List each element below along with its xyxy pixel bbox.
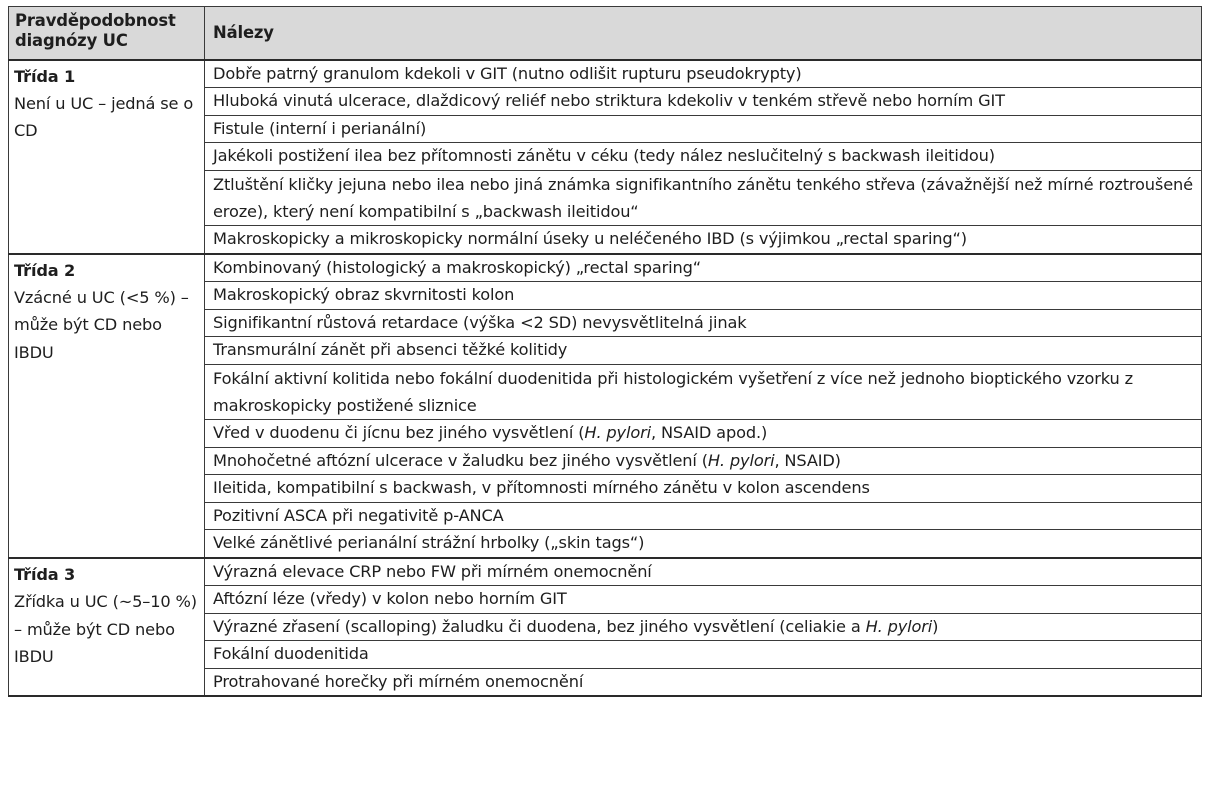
diagnosis-table-container bbox=[8, 6, 1201, 697]
table-row bbox=[9, 254, 1202, 282]
finding-cell: Hluboká vinutá ulcerace, dlaždicový reliéf nebo striktura kdekoliv v tenkém střevě nebo horním GIT bbox=[205, 88, 1202, 116]
class-description: Vzácné u UC (<5 %) – může být CD nebo IBDU bbox=[14, 288, 189, 362]
finding-cell: Mnohočetné aftózní ulcerace v žaludku bez jiného vysvětlení (H. pylori, NSAID) bbox=[205, 447, 1202, 475]
class-name: Třída 2 bbox=[14, 260, 76, 280]
finding-cell: Pozitivní ASCA při negativitě p-ANCA bbox=[205, 502, 1202, 530]
diagnosis-table bbox=[8, 6, 1202, 697]
finding-cell: Fistule (interní i perianální) bbox=[205, 115, 1202, 143]
header-probability: Pravděpodobnost diagnózy UC bbox=[9, 7, 205, 60]
finding-cell: Fokální duodenitida bbox=[205, 641, 1202, 669]
finding-cell: Signifikantní růstová retardace (výška <2 SD) nevysvětlitelná jinak bbox=[205, 309, 1202, 337]
class-description: Není u UC – jedná se o CD bbox=[14, 93, 194, 141]
table-row bbox=[9, 558, 1202, 586]
finding-cell: Výrazná elevace CRP nebo FW při mírném onemocnění bbox=[205, 558, 1202, 586]
finding-cell: Ileitida, kompatibilní s backwash, v přítomnosti mírného zánětu v kolon ascendens bbox=[205, 475, 1202, 503]
class-description: Zřídka u UC (~5–10 %) – může být CD nebo IBDU bbox=[14, 592, 197, 666]
finding-cell: Transmurální zánět při absenci těžké kolitidy bbox=[205, 337, 1202, 365]
finding-cell: Dobře patrný granulom kdekoli v GIT (nutno odlišit rupturu pseudokrypty) bbox=[205, 60, 1202, 88]
class-cell-1 bbox=[9, 60, 205, 254]
table-row bbox=[9, 60, 1202, 88]
finding-cell: Aftózní léze (vředy) v kolon nebo horním GIT bbox=[205, 586, 1202, 614]
finding-cell: Protrahované horečky při mírném onemocnění bbox=[205, 668, 1202, 696]
table-header-row bbox=[9, 7, 1202, 60]
class-name: Třída 1 bbox=[14, 66, 76, 86]
class-name: Třída 3 bbox=[14, 564, 76, 584]
finding-cell: Ztluštění kličky jejuna nebo ilea nebo jiná známka signifikantního zánětu tenkého střeva (závažnější než mírné roztroušené eroze), který není kompatibilní s „backwash ileitidou“ bbox=[205, 170, 1202, 226]
finding-cell: Velké zánětlivé perianální strážní hrbolky („skin tags“) bbox=[205, 530, 1202, 558]
finding-cell: Jakékoli postižení ilea bez přítomnosti zánětu v céku (tedy nález neslučitelný s backwash ileitidou) bbox=[205, 143, 1202, 171]
finding-cell: Kombinovaný (histologický a makroskopický) „rectal sparing“ bbox=[205, 254, 1202, 282]
finding-cell: Fokální aktivní kolitida nebo fokální duodenitida při histologickém vyšetření z více než jednoho bioptického vzorku z makroskopicky postižené sliznice bbox=[205, 364, 1202, 420]
finding-cell: Výrazné zřasení (scalloping) žaludku či duodena, bez jiného vysvětlení (celiakie a H. pylori) bbox=[205, 613, 1202, 641]
class-cell-2 bbox=[9, 254, 205, 558]
header-findings: Nálezy bbox=[205, 7, 1202, 60]
finding-cell: Makroskopický obraz skvrnitosti kolon bbox=[205, 282, 1202, 310]
class-cell-3 bbox=[9, 558, 205, 697]
finding-cell: Makroskopicky a mikroskopicky normální úseky u neléčeného IBD (s výjimkou „rectal sparing“) bbox=[205, 226, 1202, 254]
finding-cell: Vřed v duodenu či jícnu bez jiného vysvětlení (H. pylori, NSAID apod.) bbox=[205, 420, 1202, 448]
